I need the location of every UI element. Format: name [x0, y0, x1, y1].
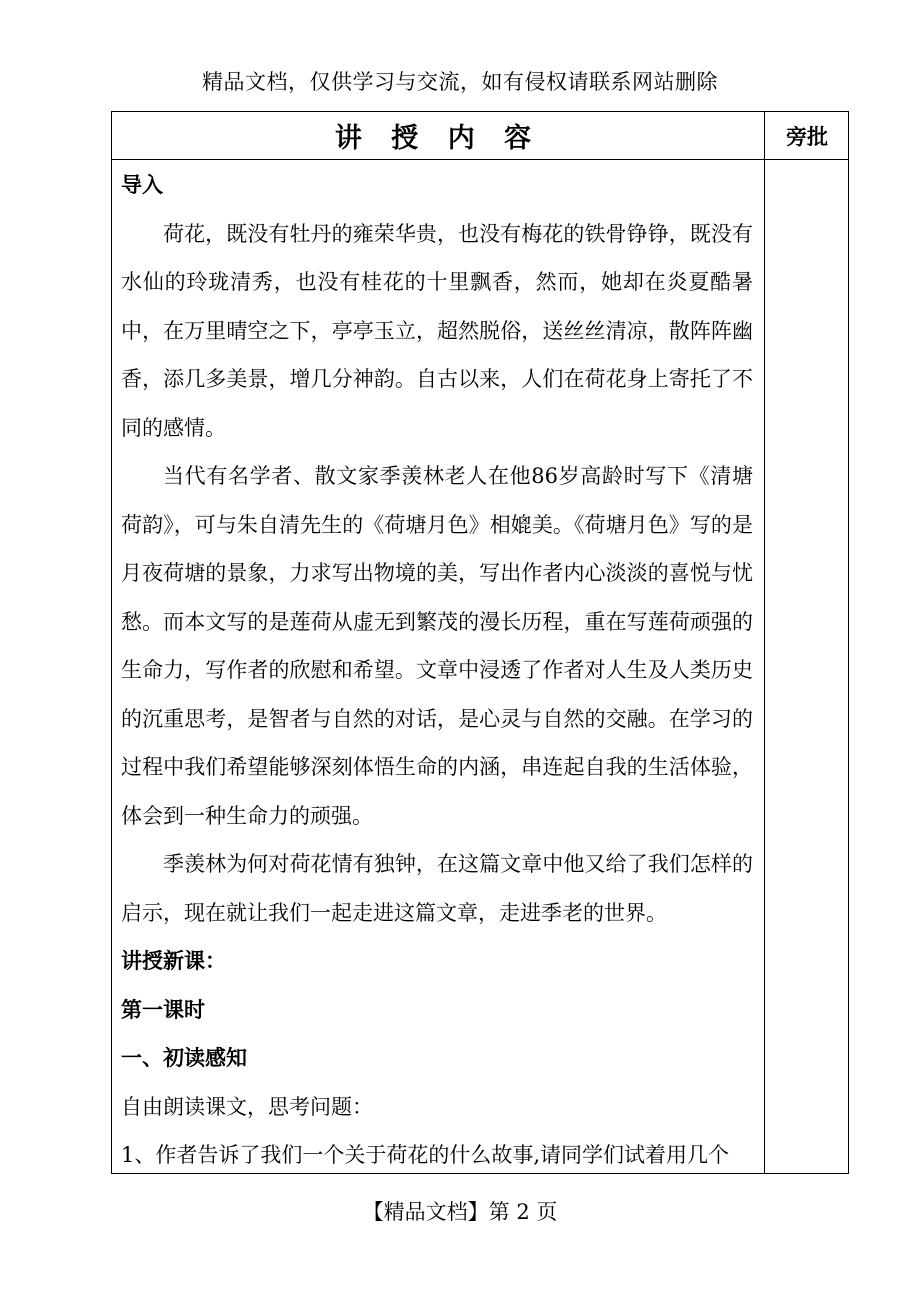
side-note-heading: 旁批: [786, 124, 828, 149]
intro-paragraph-2: 当代有名学者、散文家季羡林老人在他86岁高龄时写下《清塘荷韵》，可与朱自清先生的《荷塘月色》相媲美。《荷塘月色》写的是月夜荷塘的景象，力求写出物境的美，写出作者内心淡淡的喜悦与忧愁。而本文写的是莲荷从虚无到繁茂的漫长历程，重在写莲荷顽强的生命力，写作者的欣慰和希望。文章中浸透了作者对人生及人类历史的沉重思考，是智者与自然的对话，是心灵与自然的交融。在学习的过程中我们希望能够深刻体悟生命的内涵，串连起自我的生活体验，体会到一种生命力的顽强。: [121, 464, 753, 828]
period-heading: 第一课时: [121, 997, 205, 1022]
question-1: 1、作者告诉了我们一个关于荷花的什么故事,请同学们试着用几个: [121, 1143, 730, 1167]
footer-page-note: 【精品文档】第 2 页: [362, 1200, 558, 1224]
intro-paragraph-1: 荷花，既没有牡丹的雍荣华贵，也没有梅花的铁骨铮铮，既没有水仙的玲珑清秀，也没有桂花的十里飘香，然而，她却在炎夏酷暑中，在万里晴空之下，亭亭玉立，超然脱俗，送丝丝清凉，散阵阵幽香，添几多美景，增几分神韵。自古以来，人们在荷花身上寄托了不同的感情。: [121, 221, 753, 440]
column-divider: [764, 112, 765, 1173]
new-lesson-heading: 讲授新课：: [121, 949, 226, 973]
row-divider: [112, 159, 848, 160]
section-heading: 一、初读感知: [121, 1046, 247, 1070]
lesson-content: [121, 161, 753, 1171]
main-heading: 讲 授 内 容: [334, 123, 542, 154]
task-line: 自由朗读课文，思考问题：: [121, 1094, 373, 1119]
intro-paragraph-3: 季羡林为何对荷花情有独钟，在这篇文章中他又给了我们怎样的启示，现在就让我们一起走进这篇文章，走进季老的世界。: [121, 852, 753, 925]
intro-heading: 导入: [121, 173, 163, 197]
header-note: 精品文档，仅供学习与交流，如有侵权请联系网站删除: [202, 70, 718, 94]
